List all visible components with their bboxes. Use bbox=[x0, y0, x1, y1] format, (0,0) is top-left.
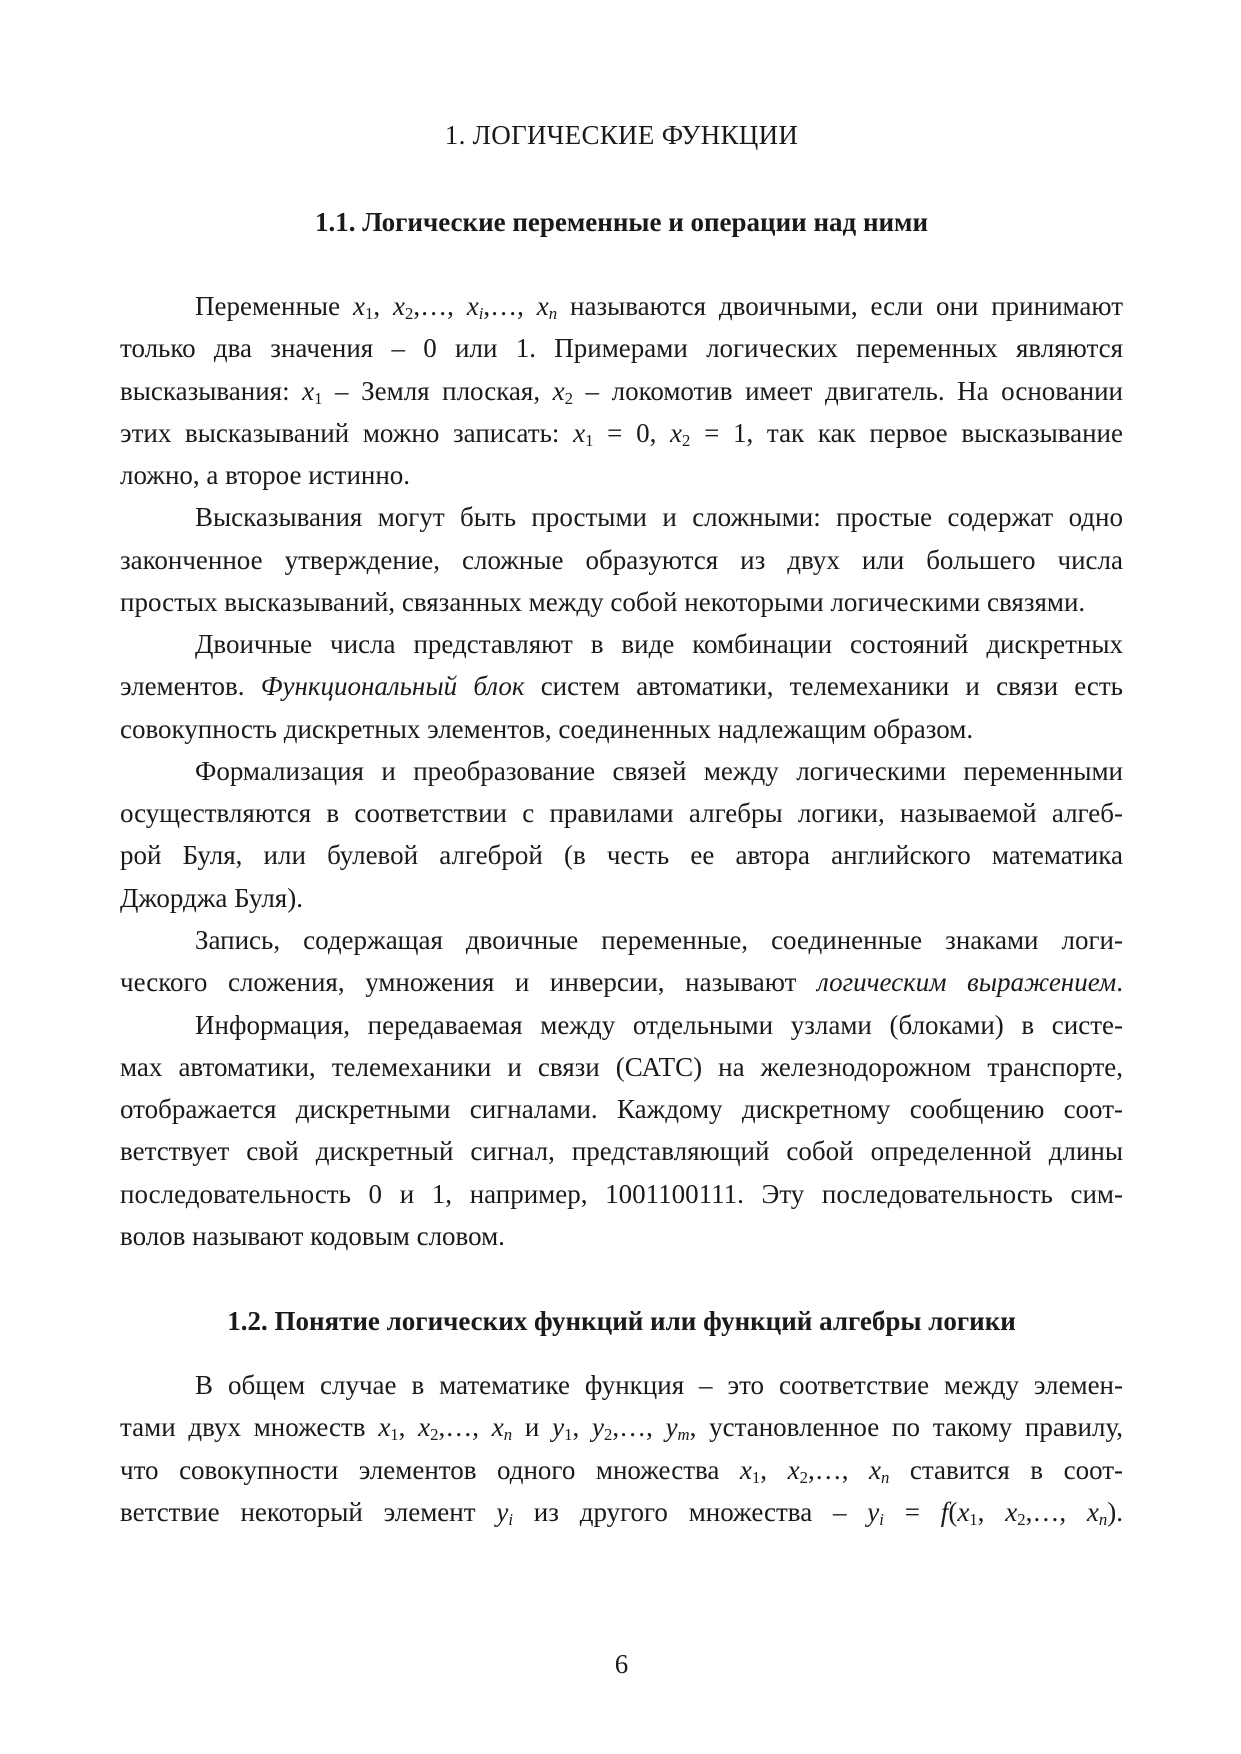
variable-symbol: x bbox=[1005, 1496, 1018, 1527]
text-run: тами двух множеств bbox=[120, 1412, 379, 1443]
text-run: этих высказываний можно записать: bbox=[120, 417, 574, 448]
variable-symbol: x bbox=[352, 291, 365, 321]
variable-symbol: x bbox=[787, 1454, 800, 1485]
text-line bbox=[120, 1364, 1123, 1406]
text-run: законченное утверждение, сложные образуются из двух или большего числа bbox=[120, 544, 1123, 575]
variable-subscript: 2 bbox=[404, 304, 414, 324]
math-variable bbox=[352, 291, 374, 324]
text-line bbox=[120, 1491, 1123, 1533]
text-run: простых высказываний, связанных между собой некоторыми логическими связями. bbox=[120, 586, 1086, 617]
math-variable bbox=[1005, 1497, 1025, 1527]
math-variable bbox=[496, 1497, 513, 1527]
text-run: отображается дискретными сигналами. Каждому дискретному сообщению соот- bbox=[120, 1094, 1123, 1125]
math-variable bbox=[418, 1412, 439, 1445]
variable-subscript: m bbox=[677, 1425, 690, 1445]
math-variable bbox=[665, 1412, 690, 1445]
text-line bbox=[120, 1406, 1123, 1448]
text-run: Формализация и преобразование связей между логическими переменными bbox=[195, 755, 1123, 786]
variable-subscript: 2 bbox=[682, 430, 691, 450]
text-run: и bbox=[512, 1412, 553, 1443]
variable-symbol: y bbox=[867, 1496, 880, 1527]
text-run: Высказывания могут быть простыми и сложными: простые содержат одно bbox=[195, 502, 1123, 533]
text-run: ,…, bbox=[1025, 1496, 1087, 1527]
page-number: 6 bbox=[614, 1649, 629, 1679]
section-1-1-body bbox=[120, 285, 1123, 1257]
text-run: Двоичные числа представляют в виде комбинации состояний дискретных bbox=[195, 629, 1123, 660]
section-1-1-heading: 1.1. Логические переменные и операции над ними bbox=[314, 207, 929, 237]
text-run: = 1, так как первое высказывание bbox=[690, 417, 1123, 448]
variable-subscript: 1 bbox=[585, 430, 594, 450]
variable-subscript: 1 bbox=[564, 1425, 573, 1445]
variable-subscript: i bbox=[508, 1509, 513, 1529]
text-run: , bbox=[760, 1454, 788, 1485]
text-line bbox=[120, 1215, 1123, 1257]
text-run: только два значения – 0 или 1. Примерами логических переменных являются bbox=[120, 333, 1123, 364]
text-line bbox=[120, 1173, 1123, 1215]
variable-subscript: n bbox=[548, 304, 558, 324]
text-run: В общем случае в математике функция – это соответствие между элемен- bbox=[195, 1370, 1123, 1400]
text-run: , bbox=[572, 1412, 592, 1443]
text-run: что совокупности элементов одного множества bbox=[120, 1454, 740, 1485]
text-run: осуществляются в соответствии с правилами алгебры логики, называемой алгеб- bbox=[120, 798, 1123, 829]
text-line bbox=[120, 708, 1123, 750]
text-run: ветствие некоторый элемент bbox=[120, 1496, 497, 1527]
variable-symbol: y bbox=[552, 1412, 565, 1443]
variable-subscript: 1 bbox=[751, 1467, 761, 1487]
text-run: последовательность 0 и 1, например, 1001100111. Эту последовательность сим- bbox=[120, 1178, 1123, 1209]
variable-symbol: y bbox=[496, 1496, 509, 1527]
text-run: систем автоматики, телемеханики и связи есть bbox=[524, 671, 1123, 702]
variable-symbol: x bbox=[552, 375, 565, 406]
text-run: из другого множества – bbox=[512, 1496, 868, 1527]
math-variable bbox=[466, 291, 484, 324]
variable-subscript: 1 bbox=[314, 388, 323, 408]
variable-subscript: 2 bbox=[799, 1467, 808, 1487]
text-run: , bbox=[373, 291, 393, 321]
math-variable bbox=[491, 1412, 513, 1445]
variable-subscript: 1 bbox=[364, 304, 374, 324]
variable-symbol: x bbox=[739, 1454, 752, 1485]
text-line bbox=[120, 454, 1123, 496]
variable-symbol: x bbox=[392, 291, 405, 321]
text-run: мах автоматики, телемеханики и связи (САТС) на железнодорожном транспорте, bbox=[120, 1051, 1123, 1082]
text-line bbox=[120, 750, 1123, 792]
math-variable bbox=[536, 291, 558, 324]
text-run: ,…, bbox=[612, 1412, 666, 1443]
variable-symbol: x bbox=[536, 291, 549, 321]
text-line bbox=[120, 961, 1123, 1003]
variable-subscript: i bbox=[879, 1509, 884, 1529]
text-run: ,…, bbox=[438, 1412, 492, 1443]
text-line bbox=[120, 285, 1123, 327]
text-run: высказывания: bbox=[120, 375, 303, 406]
text-run: элементов. bbox=[120, 671, 261, 702]
variable-symbol: x bbox=[491, 1412, 504, 1443]
variable-symbol: x bbox=[573, 417, 586, 448]
variable-symbol: x bbox=[418, 1412, 431, 1443]
math-variable bbox=[670, 418, 690, 448]
text-run: . bbox=[1116, 967, 1123, 998]
math-variable bbox=[740, 1455, 760, 1485]
variable-subscript: i bbox=[478, 304, 484, 324]
variable-subscript: 2 bbox=[564, 388, 573, 408]
text-run: ,…, bbox=[413, 291, 467, 321]
variable-subscript: 2 bbox=[1017, 1509, 1026, 1529]
text-run: , bbox=[398, 1412, 419, 1443]
text-line bbox=[120, 834, 1123, 876]
math-variable bbox=[573, 418, 593, 448]
math-variable bbox=[552, 1412, 573, 1445]
text-line bbox=[120, 1088, 1123, 1130]
variable-symbol: x bbox=[670, 417, 683, 448]
variable-symbol: x bbox=[1086, 1496, 1099, 1527]
text-line bbox=[120, 1046, 1123, 1088]
text-run: ,…, bbox=[807, 1454, 870, 1485]
variable-symbol: x bbox=[378, 1412, 391, 1443]
emphasized-term: логическим выражением bbox=[816, 967, 1117, 998]
text-run: Джорджа Буля). bbox=[120, 882, 303, 913]
text-run: Информация, передаваемая между отдельными узлами (блоками) в систе- bbox=[195, 1009, 1123, 1040]
variable-subscript: 2 bbox=[430, 1425, 439, 1445]
text-line bbox=[120, 327, 1123, 369]
math-variable bbox=[869, 1455, 889, 1485]
emphasized-term: f bbox=[940, 1496, 949, 1527]
text-run: называются двоичными, если они принимают bbox=[557, 291, 1124, 321]
variable-symbol: y bbox=[591, 1412, 604, 1443]
text-line bbox=[120, 581, 1123, 623]
text-run: ветствует свой дискретный сигнал, представляющий собой определенной длины bbox=[120, 1136, 1123, 1167]
text-run: – Земля плоская, bbox=[322, 375, 553, 406]
text-run: ставится в соот- bbox=[889, 1454, 1124, 1485]
text-run: волов называют кодовым словом. bbox=[120, 1220, 505, 1251]
text-run: ческого сложения, умножения и инверсии, называют bbox=[120, 967, 817, 998]
variable-symbol: x bbox=[869, 1454, 881, 1485]
text-line bbox=[120, 919, 1123, 961]
math-variable bbox=[553, 376, 573, 406]
variable-symbol: x bbox=[302, 375, 315, 406]
text-line bbox=[120, 792, 1123, 834]
text-line bbox=[120, 1449, 1123, 1491]
text-run: – локомотив имеет двигатель. На основании bbox=[573, 375, 1123, 406]
math-variable bbox=[392, 291, 414, 324]
math-variable bbox=[867, 1497, 884, 1527]
text-run: , установленное по такому правилу, bbox=[689, 1412, 1124, 1443]
emphasized-term: Функциональный блок bbox=[260, 671, 525, 702]
text-line bbox=[120, 496, 1123, 538]
text-run: совокупность дискретных элементов, соединенных надлежащим образом. bbox=[120, 713, 974, 744]
variable-subscript: n bbox=[1098, 1509, 1108, 1529]
math-variable bbox=[591, 1412, 613, 1445]
chapter-title: 1. ЛОГИЧЕСКИЕ ФУНКЦИИ bbox=[444, 120, 799, 150]
text-line bbox=[120, 370, 1123, 412]
text-line bbox=[120, 1004, 1123, 1046]
text-run: ложно, а второе истинно. bbox=[120, 460, 411, 491]
variable-symbol: x bbox=[466, 291, 479, 321]
variable-subscript: 1 bbox=[969, 1509, 978, 1529]
variable-symbol: x bbox=[957, 1496, 970, 1527]
text-run: ( bbox=[948, 1496, 958, 1527]
text-run: Переменные bbox=[195, 291, 353, 321]
text-run: рой Буля, или булевой алгеброй (в честь ее автора английского математика bbox=[120, 840, 1123, 871]
section-1-2-heading: 1.2. Понятие логических функций или функций алгебры логики bbox=[227, 1306, 1016, 1336]
variable-subscript: n bbox=[503, 1425, 513, 1445]
variable-subscript: 1 bbox=[390, 1425, 399, 1445]
text-run: Запись, содержащая двоичные переменные, соединенные знаками логи- bbox=[195, 924, 1123, 955]
math-variable bbox=[302, 376, 322, 406]
text-run: , bbox=[977, 1496, 1006, 1527]
text-line bbox=[120, 1130, 1123, 1172]
text-line bbox=[120, 623, 1123, 665]
math-variable bbox=[1087, 1497, 1107, 1527]
math-variable bbox=[378, 1412, 399, 1445]
text-run: = bbox=[883, 1496, 941, 1527]
text-run: = 0, bbox=[593, 417, 671, 448]
text-run: ,…, bbox=[483, 291, 537, 321]
text-line bbox=[120, 539, 1123, 581]
variable-subscript: n bbox=[881, 1467, 890, 1487]
variable-subscript: 2 bbox=[603, 1425, 613, 1445]
text-line bbox=[120, 665, 1123, 707]
variable-symbol: y bbox=[665, 1412, 678, 1443]
math-variable bbox=[788, 1455, 808, 1485]
math-variable bbox=[957, 1497, 977, 1527]
text-line bbox=[120, 877, 1123, 919]
text-run: ). bbox=[1107, 1496, 1124, 1527]
section-1-2-body bbox=[120, 1364, 1123, 1533]
text-line bbox=[120, 412, 1123, 454]
